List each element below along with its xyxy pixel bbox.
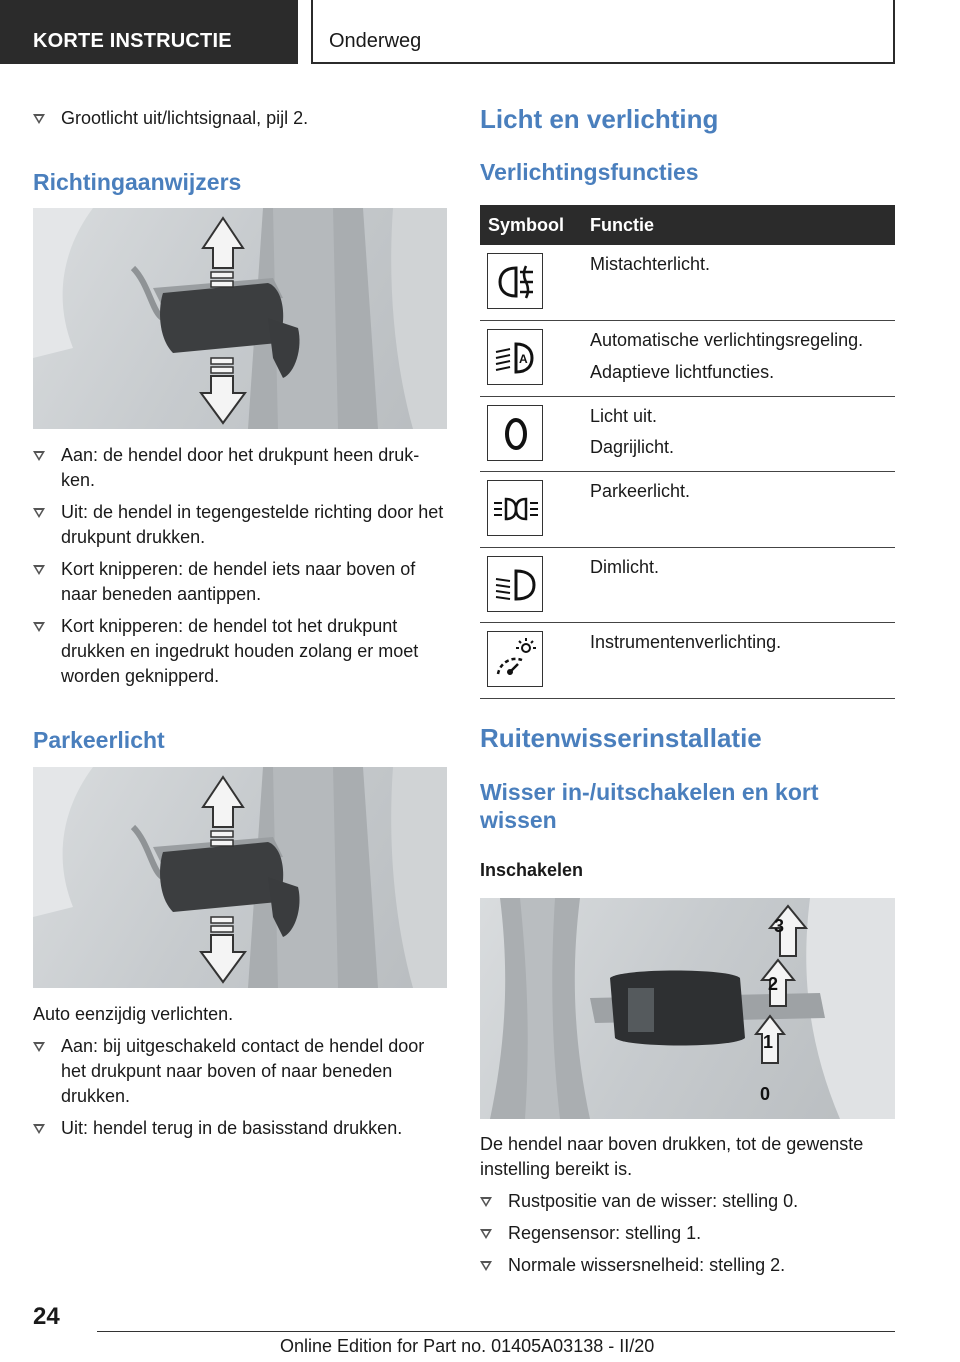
chapter-tab bbox=[311, 0, 895, 64]
list-item: Grootlicht uit/lichtsignaal, pijl 2. bbox=[33, 106, 447, 131]
wiper-position-label: 1 bbox=[763, 1032, 774, 1052]
parking-light-icon bbox=[487, 480, 543, 536]
bullet-triangle-icon bbox=[33, 1042, 45, 1052]
wiper-position-label: 0 bbox=[760, 1084, 771, 1104]
wiper-position-label: 3 bbox=[774, 916, 785, 936]
table-row bbox=[480, 321, 895, 397]
bullet-triangle-icon bbox=[33, 508, 45, 518]
function-text: Instrumentenverlichting. bbox=[590, 632, 782, 652]
instrument-lighting-icon bbox=[487, 631, 543, 687]
low-beam-icon bbox=[487, 556, 543, 612]
subsection-heading: Inschakelen bbox=[480, 860, 584, 880]
function-text: Dagrijlicht. bbox=[590, 437, 675, 457]
chapter-heading: Ruitenwisserinstallatie bbox=[480, 723, 762, 753]
bullet-triangle-icon bbox=[480, 1261, 492, 1271]
bullet-triangle-icon bbox=[33, 565, 45, 575]
function-text: Mistachterlicht. bbox=[590, 254, 711, 274]
column-header-function: Functie bbox=[590, 215, 655, 235]
list-item: Kort knipperen: de hendel iets naar boven of naar beneden aantippen. bbox=[33, 557, 447, 607]
table-header bbox=[480, 205, 895, 245]
footer-divider bbox=[97, 1331, 895, 1332]
section-heading: Verlichtingsfuncties bbox=[480, 159, 699, 185]
page-number: 24 bbox=[33, 1303, 60, 1330]
list-item: Regensensor: stelling 1. bbox=[480, 1221, 895, 1246]
bullet-triangle-icon bbox=[480, 1197, 492, 1207]
list-item: Normale wissersnelheid: stelling 2. bbox=[480, 1253, 895, 1278]
list-item: Uit: hendel terug in de basisstand drukken. bbox=[33, 1116, 447, 1141]
svg-text:A: A bbox=[519, 352, 528, 366]
section-title: KORTE INSTRUCTIE bbox=[33, 30, 232, 52]
rear-fog-light-icon bbox=[487, 253, 543, 309]
lights-off-icon bbox=[487, 405, 543, 461]
bullet-triangle-icon bbox=[480, 1229, 492, 1239]
auto-headlight-icon bbox=[487, 329, 543, 385]
list-item: Rustpositie van de wisser: stelling 0. bbox=[480, 1189, 895, 1214]
section-heading: Wisser in-/uitschakelen en kort wissen bbox=[480, 779, 819, 833]
table-row bbox=[480, 548, 895, 623]
list-item: Uit: de hendel in tegengestelde richting door het drukpunt drukken. bbox=[33, 500, 447, 550]
list-item: Aan: bij uitgeschakeld contact de hendel door het drukpunt naar boven of naar beneden drukken. bbox=[33, 1034, 447, 1109]
wiper-lever-image bbox=[480, 898, 895, 1119]
bullet-triangle-icon bbox=[33, 451, 45, 461]
parking-light-lever-image bbox=[33, 767, 447, 988]
column-header-symbol: Symbool bbox=[488, 215, 565, 235]
paragraph: Auto eenzijdig verlichten. bbox=[33, 1004, 234, 1024]
function-text: Licht uit. bbox=[590, 406, 658, 426]
table-row bbox=[480, 623, 895, 699]
paragraph: De hendel naar boven drukken, tot de gewenste instelling bereikt is. bbox=[480, 1134, 864, 1179]
function-text: Parkeerlicht. bbox=[590, 481, 691, 501]
section-tab bbox=[0, 0, 298, 64]
table-row bbox=[480, 245, 895, 321]
bullet-triangle-icon bbox=[33, 1124, 45, 1134]
function-text: Adaptieve lichtfuncties. bbox=[590, 362, 775, 382]
section-heading: Richtingaanwijzers bbox=[33, 169, 242, 195]
section-heading: Parkeerlicht bbox=[33, 727, 165, 753]
chapter-heading: Licht en verlichting bbox=[480, 104, 719, 134]
turn-signal-lever-image bbox=[33, 208, 447, 429]
function-text: Automatische verlichtingsregeling. bbox=[590, 330, 864, 350]
bullet-triangle-icon bbox=[33, 114, 45, 124]
chapter-title: Onderweg bbox=[329, 30, 422, 52]
lighting-functions-table bbox=[480, 205, 895, 699]
bullet-triangle-icon bbox=[33, 622, 45, 632]
table-row bbox=[480, 472, 895, 548]
table-row bbox=[480, 397, 895, 472]
edition-note: Online Edition for Part no. 01405A03138 - II/20 bbox=[280, 1336, 655, 1356]
function-text: Dimlicht. bbox=[590, 557, 660, 577]
wiper-position-label: 2 bbox=[768, 974, 779, 994]
list-item: Kort knipperen: de hendel tot het drukpunt drukken en ingedrukt houden zolang er moet worden geknipperd. bbox=[33, 614, 447, 689]
list-item: Aan: de hendel door het drukpunt heen druk-ken. bbox=[33, 443, 447, 493]
